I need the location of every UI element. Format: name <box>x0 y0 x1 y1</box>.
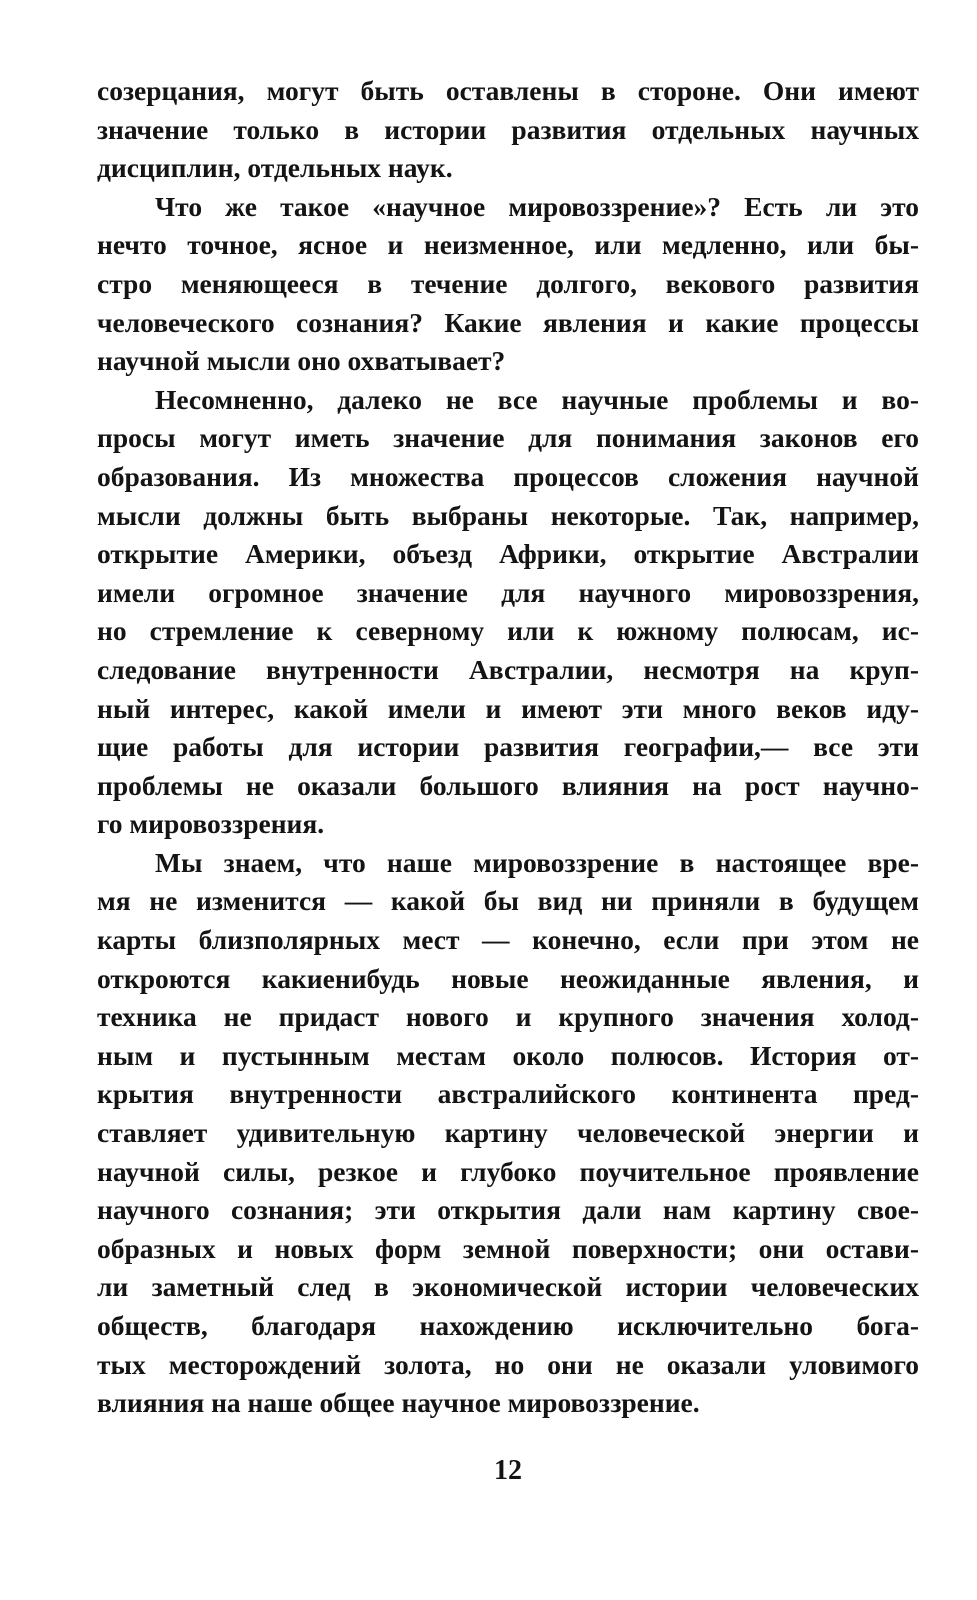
text-line: просы могут иметь значение для понимания законов его <box>97 422 919 454</box>
text-line: образных и новых форм земной поверхности; они остави- <box>97 1232 919 1264</box>
page-body-text <box>97 72 919 1423</box>
text-line: научного сознания; эти открытия дали нам картину свое- <box>97 1194 919 1226</box>
text-line: крытия внутренности австралийского континента пред- <box>97 1078 919 1110</box>
text-line: ным и пустынным местам около полюсов. История от- <box>97 1039 919 1071</box>
text-line: ставляет удивительную картину человеческой энергии и <box>97 1117 919 1149</box>
text-line: ный интерес, какой имели и имеют эти много веков иду- <box>97 692 919 724</box>
text-line: значение только в истории развития отдельных научных <box>97 113 919 145</box>
text-line: мысли должны быть выбраны некоторые. Так, например, <box>97 499 919 531</box>
text-line: мя не изменится — какой бы вид ни приняли в будущем <box>97 885 919 917</box>
text-line: ли заметный след в экономической истории человеческих <box>97 1271 919 1303</box>
text-line: научной силы, резкое и глубоко поучительное проявление <box>97 1155 919 1187</box>
text-line: имели огромное значение для научного мировоззрения, <box>97 576 919 608</box>
text-line: проблемы не оказали большого влияния на рост научно- <box>97 769 919 801</box>
text-line: откроются какиенибудь новые неожиданные явления, и <box>97 962 919 994</box>
text-line: влияния на наше общее научное мировоззрение. <box>97 1387 700 1419</box>
text-line: научной мысли оно охватывает? <box>97 345 506 377</box>
text-line: открытие Америки, объезд Африки, открытие Австралии <box>97 538 919 570</box>
text-line: техника не придаст нового и крупного значения холод- <box>97 1001 919 1033</box>
text-line: обществ, благодаря нахождению исключительно бога- <box>97 1310 919 1341</box>
text-line: человеческого сознания? Какие явления и какие процессы <box>97 306 919 338</box>
text-line: Несомненно, далеко не все научные проблемы и во- <box>155 383 919 415</box>
text-line: созерцания, могут быть оставлены в стороне. Они имеют <box>97 75 919 106</box>
text-line: следование внутренности Австралии, несмотря на круп- <box>97 653 919 685</box>
text-line: Что же такое «научное мировоззрение»? Есть ли это <box>155 190 919 222</box>
text-line: нечто точное, ясное и неизменное, или медленно, или бы- <box>97 229 919 261</box>
text-line: тых месторождений золота, но они не оказали уловимого <box>97 1348 919 1380</box>
text-line: щие работы для истории развития географии,— все эти <box>97 731 919 763</box>
text-line: стро меняющееся в течение долгого, векового развития <box>97 267 919 299</box>
text-line: Мы знаем, что наше мировоззрение в настоящее вре- <box>155 846 919 878</box>
page-number: 12 <box>494 1455 522 1486</box>
text-line: карты близполярных мест — конечно, если при этом не <box>97 924 919 956</box>
text-line: дисциплин, отдельных наук. <box>97 152 453 184</box>
text-line: но стремление к северному или к южному полюсам, ис- <box>97 615 919 647</box>
text-line: го мировоззрения. <box>97 808 325 840</box>
text-line: образования. Из множества процессов сложения научной <box>97 460 919 492</box>
